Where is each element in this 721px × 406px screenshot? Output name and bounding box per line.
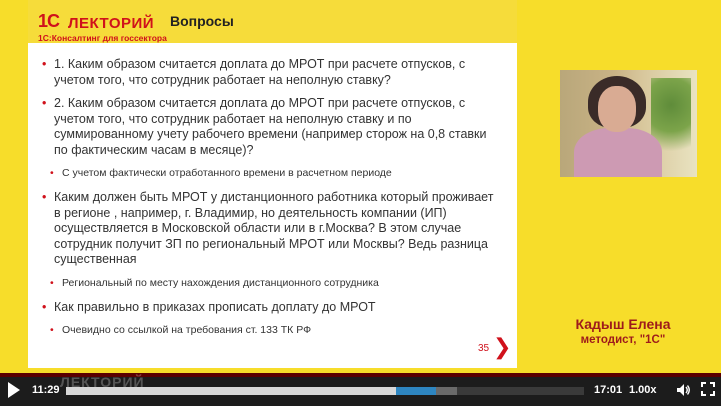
current-time: 11:29 — [32, 384, 60, 396]
logo-text: ЛЕКТОРИЙ — [68, 15, 155, 32]
question-text: С учетом фактически отработанного времени в расчетном периоде — [62, 167, 392, 179]
question-item — [42, 190, 502, 268]
logo-subtitle: 1С:Консалтинг для госсектора — [38, 33, 167, 43]
presentation-slide — [28, 0, 517, 368]
watermark: ЛЕКТОРИЙ — [60, 374, 145, 390]
answer-item — [42, 276, 502, 290]
question-text: Очевидно со ссылкой на требования ст. 133 ТК РФ — [62, 324, 312, 336]
fullscreen-icon[interactable] — [701, 382, 715, 396]
question-text: Как правильно в приказах прописать доплату до МРОТ — [54, 299, 376, 314]
answer-item — [42, 323, 502, 337]
question-text: 2. Каким образом считается доплата до МРОТ при расчете отпусков, с учетом того, что сотрудник работает на неполную ставку и по суммированному учету рабочего времени (например сторож на 0,8 ставки по фактическим часам в месяце)? — [54, 96, 487, 157]
bullet-icon: • — [50, 276, 54, 289]
volume-icon[interactable] — [676, 383, 690, 397]
speaker-body-shape — [574, 128, 662, 177]
bullet-icon: • — [42, 57, 47, 71]
bullet-icon: • — [50, 167, 54, 179]
bullet-icon: • — [50, 324, 54, 336]
chevron-right-icon[interactable]: ❯ — [493, 334, 512, 359]
question-item — [42, 57, 502, 88]
slide-page-number: 35 — [478, 343, 490, 354]
speaker-face-shape — [598, 86, 636, 132]
question-item — [42, 300, 502, 316]
questions-list — [42, 57, 502, 347]
bullet-icon: • — [42, 96, 47, 110]
playback-speed-button[interactable]: 1.00x — [629, 384, 657, 396]
slide-header — [28, 0, 517, 43]
question-text: Каким должен быть МРОТ у дистанционного работника который проживает в регионе , например, г. Владимир, но деятельность компании (ИП) осуществляется в Московской области или в г.Москва? В этом случае сотрудник получит ЗП по региональный МРОТ или Москвы? Ведь разница существенная — [54, 190, 494, 266]
speaker-role: методист, "1С" — [580, 334, 666, 346]
question-text: 1. Каким образом считается доплата до МРОТ при расчете отпусков, с учетом того, что сотрудник работает на неполную ставку? — [54, 57, 466, 87]
speaker-name: Кадыш Елена — [575, 316, 671, 332]
speaker-video — [560, 70, 697, 177]
question-text: Региональный по месту нахождения дистанционного сотрудника — [62, 276, 379, 289]
bullet-icon: • — [42, 190, 47, 204]
video-controls — [0, 373, 721, 406]
slide-title: Вопросы — [170, 13, 234, 29]
total-time: 17:01 — [594, 384, 623, 396]
logo-mark: 1С — [38, 11, 60, 31]
bullet-icon: • — [42, 299, 47, 314]
play-icon[interactable] — [8, 382, 20, 398]
answer-item — [42, 166, 502, 180]
question-item — [42, 96, 502, 158]
progress-playhead[interactable] — [396, 387, 436, 395]
